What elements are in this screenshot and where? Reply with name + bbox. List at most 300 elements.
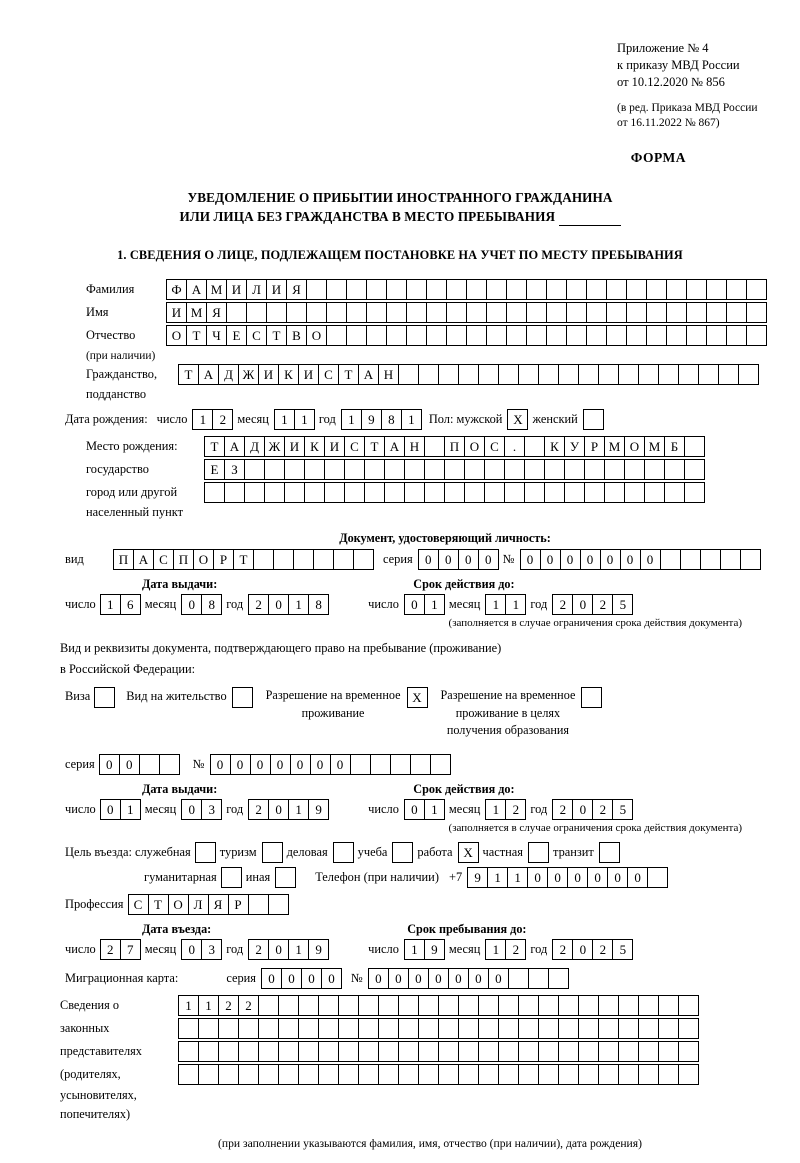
form-cell[interactable] — [526, 325, 547, 346]
form-cell[interactable] — [678, 1064, 699, 1085]
form-cell[interactable]: 0 — [404, 799, 425, 820]
form-cell[interactable]: Е — [226, 325, 247, 346]
doc-kind-cells[interactable] — [113, 549, 373, 570]
form-cell[interactable]: Я — [206, 302, 227, 323]
form-cell[interactable] — [426, 325, 447, 346]
form-cell[interactable] — [564, 459, 585, 480]
form-cell[interactable] — [586, 279, 607, 300]
form-cell[interactable] — [506, 325, 527, 346]
form-cell[interactable] — [204, 482, 225, 503]
form-cell[interactable] — [224, 482, 245, 503]
form-cell[interactable]: 1 — [487, 867, 508, 888]
form-cell[interactable]: 5 — [612, 594, 633, 615]
form-cell[interactable] — [678, 995, 699, 1016]
form-cell[interactable]: М — [644, 436, 665, 457]
form-cell[interactable]: Х — [407, 687, 428, 708]
form-cell[interactable] — [398, 995, 419, 1016]
form-cell[interactable] — [195, 842, 216, 863]
form-cell[interactable]: С — [484, 436, 505, 457]
edu-residence-checkbox[interactable] — [581, 687, 601, 708]
mcard-number-cells[interactable] — [368, 968, 568, 989]
form-cell[interactable] — [404, 482, 425, 503]
permit-valid-year-cells[interactable] — [552, 799, 632, 820]
form-cell[interactable]: 0 — [640, 549, 661, 570]
form-cell[interactable] — [386, 325, 407, 346]
form-cell[interactable]: 0 — [572, 939, 593, 960]
visa-checkbox[interactable] — [94, 687, 114, 708]
form-cell[interactable] — [478, 1064, 499, 1085]
permit-issue-month-cells[interactable] — [181, 799, 221, 820]
form-cell[interactable]: 1 — [192, 409, 213, 430]
form-cell[interactable] — [318, 1018, 339, 1039]
form-cell[interactable]: 0 — [250, 754, 271, 775]
form-cell[interactable]: К — [544, 436, 565, 457]
entry-year-cells[interactable] — [248, 939, 328, 960]
form-cell[interactable]: 0 — [572, 799, 593, 820]
form-cell[interactable] — [684, 459, 705, 480]
form-cell[interactable]: К — [278, 364, 299, 385]
form-cell[interactable] — [726, 279, 747, 300]
form-cell[interactable]: 1 — [505, 594, 526, 615]
purpose-tourism-checkbox[interactable] — [262, 842, 282, 863]
form-cell[interactable]: Т — [266, 325, 287, 346]
form-cell[interactable] — [566, 279, 587, 300]
form-cell[interactable] — [426, 302, 447, 323]
form-cell[interactable] — [438, 995, 459, 1016]
form-cell[interactable]: А — [133, 549, 154, 570]
form-cell[interactable]: Р — [213, 549, 234, 570]
form-cell[interactable] — [253, 549, 274, 570]
form-cell[interactable] — [646, 279, 667, 300]
form-cell[interactable] — [424, 482, 445, 503]
form-cell[interactable]: 0 — [607, 867, 628, 888]
form-cell[interactable]: 1 — [120, 799, 141, 820]
form-cell[interactable] — [658, 1064, 679, 1085]
form-cell[interactable]: 2 — [552, 939, 573, 960]
form-cell[interactable] — [526, 302, 547, 323]
form-cell[interactable]: 0 — [270, 754, 291, 775]
form-cell[interactable] — [218, 1041, 239, 1062]
form-cell[interactable]: 0 — [567, 867, 588, 888]
form-cell[interactable] — [344, 459, 365, 480]
form-cell[interactable]: А — [198, 364, 219, 385]
form-cell[interactable]: 8 — [381, 409, 402, 430]
form-cell[interactable] — [458, 1018, 479, 1039]
form-cell[interactable] — [626, 302, 647, 323]
form-cell[interactable] — [578, 1064, 599, 1085]
form-cell[interactable]: 0 — [560, 549, 581, 570]
form-cell[interactable] — [306, 279, 327, 300]
form-cell[interactable] — [544, 459, 565, 480]
form-cell[interactable]: Р — [228, 894, 249, 915]
form-cell[interactable] — [726, 325, 747, 346]
form-cell[interactable] — [364, 459, 385, 480]
form-cell[interactable] — [244, 482, 265, 503]
form-cell[interactable] — [221, 867, 242, 888]
form-cell[interactable] — [583, 409, 604, 430]
form-cell[interactable] — [478, 995, 499, 1016]
form-cell[interactable] — [284, 459, 305, 480]
form-cell[interactable]: 0 — [268, 594, 289, 615]
form-cell[interactable] — [273, 549, 294, 570]
form-cell[interactable]: 0 — [572, 594, 593, 615]
form-cell[interactable] — [581, 687, 602, 708]
form-cell[interactable] — [358, 1041, 379, 1062]
form-cell[interactable]: 2 — [552, 594, 573, 615]
form-cell[interactable] — [418, 1018, 439, 1039]
form-cell[interactable]: И — [324, 436, 345, 457]
form-cell[interactable] — [384, 482, 405, 503]
form-cell[interactable] — [606, 325, 627, 346]
form-cell[interactable]: Т — [364, 436, 385, 457]
form-cell[interactable] — [338, 1018, 359, 1039]
form-cell[interactable] — [686, 279, 707, 300]
form-cell[interactable] — [666, 325, 687, 346]
form-cell[interactable] — [406, 302, 427, 323]
form-cell[interactable] — [538, 995, 559, 1016]
form-cell[interactable]: 0 — [281, 968, 302, 989]
form-cell[interactable]: 9 — [308, 939, 329, 960]
form-cell[interactable] — [262, 842, 283, 863]
form-cell[interactable]: 1 — [485, 594, 506, 615]
form-cell[interactable] — [324, 459, 345, 480]
form-cell[interactable]: 1 — [294, 409, 315, 430]
temp-residence-checkbox[interactable] — [407, 687, 427, 708]
form-cell[interactable] — [244, 459, 265, 480]
form-cell[interactable]: 9 — [361, 409, 382, 430]
form-cell[interactable]: 0 — [620, 549, 641, 570]
form-cell[interactable] — [546, 302, 567, 323]
form-cell[interactable]: М — [206, 279, 227, 300]
form-cell[interactable]: О — [464, 436, 485, 457]
form-cell[interactable] — [598, 995, 619, 1016]
reps-cells-1[interactable] — [178, 995, 698, 1016]
form-cell[interactable] — [706, 302, 727, 323]
form-cell[interactable] — [258, 1041, 279, 1062]
form-cell[interactable]: 0 — [388, 968, 409, 989]
form-cell[interactable] — [398, 364, 419, 385]
form-cell[interactable] — [353, 549, 374, 570]
form-cell[interactable] — [746, 325, 767, 346]
doc-valid-year-cells[interactable] — [552, 594, 632, 615]
form-cell[interactable] — [398, 1041, 419, 1062]
form-cell[interactable] — [718, 364, 739, 385]
form-cell[interactable] — [298, 1064, 319, 1085]
form-cell[interactable]: И — [298, 364, 319, 385]
form-cell[interactable] — [658, 364, 679, 385]
form-cell[interactable] — [466, 302, 487, 323]
form-cell[interactable] — [558, 1041, 579, 1062]
form-cell[interactable]: С — [128, 894, 149, 915]
doc-number-cells[interactable] — [520, 549, 760, 570]
form-cell[interactable] — [232, 687, 253, 708]
form-cell[interactable] — [658, 1018, 679, 1039]
form-cell[interactable] — [664, 459, 685, 480]
birthplace-line-1[interactable] — [204, 436, 704, 457]
form-cell[interactable]: П — [173, 549, 194, 570]
form-cell[interactable]: 2 — [505, 939, 526, 960]
form-cell[interactable] — [370, 754, 391, 775]
form-cell[interactable] — [618, 1018, 639, 1039]
stay-year-cells[interactable] — [552, 939, 632, 960]
stay-month-cells[interactable] — [485, 939, 525, 960]
form-cell[interactable] — [358, 995, 379, 1016]
form-cell[interactable] — [384, 459, 405, 480]
form-cell[interactable] — [198, 1041, 219, 1062]
form-cell[interactable]: Л — [188, 894, 209, 915]
form-cell[interactable]: 1 — [341, 409, 362, 430]
form-cell[interactable] — [498, 364, 519, 385]
form-cell[interactable] — [660, 549, 681, 570]
doc-valid-day-cells[interactable] — [404, 594, 444, 615]
form-cell[interactable]: 0 — [520, 549, 541, 570]
form-cell[interactable]: О — [624, 436, 645, 457]
form-cell[interactable]: 2 — [212, 409, 233, 430]
form-cell[interactable] — [246, 302, 267, 323]
form-cell[interactable]: 7 — [120, 939, 141, 960]
form-cell[interactable]: Ж — [238, 364, 259, 385]
form-cell[interactable]: 2 — [552, 799, 573, 820]
form-cell[interactable] — [466, 279, 487, 300]
form-cell[interactable] — [538, 1064, 559, 1085]
form-cell[interactable] — [740, 549, 761, 570]
form-cell[interactable]: 2 — [248, 939, 269, 960]
form-cell[interactable] — [618, 1064, 639, 1085]
form-cell[interactable] — [626, 325, 647, 346]
residence-permit-checkbox[interactable] — [232, 687, 252, 708]
form-cell[interactable] — [686, 325, 707, 346]
purpose-study-checkbox[interactable] — [392, 842, 412, 863]
form-cell[interactable]: 0 — [230, 754, 251, 775]
form-cell[interactable] — [584, 482, 605, 503]
form-cell[interactable] — [498, 995, 519, 1016]
form-cell[interactable] — [266, 302, 287, 323]
form-cell[interactable]: Я — [208, 894, 229, 915]
form-cell[interactable] — [333, 549, 354, 570]
form-cell[interactable] — [313, 549, 334, 570]
form-cell[interactable]: Т — [148, 894, 169, 915]
form-cell[interactable]: Х — [507, 409, 528, 430]
form-cell[interactable] — [178, 1018, 199, 1039]
form-cell[interactable]: . — [504, 436, 525, 457]
form-cell[interactable] — [624, 482, 645, 503]
form-cell[interactable] — [604, 459, 625, 480]
form-cell[interactable]: 0 — [600, 549, 621, 570]
form-cell[interactable] — [578, 364, 599, 385]
form-cell[interactable] — [548, 968, 569, 989]
form-cell[interactable] — [658, 995, 679, 1016]
doc-issue-day-cells[interactable] — [100, 594, 140, 615]
form-cell[interactable] — [598, 1041, 619, 1062]
form-cell[interactable] — [418, 364, 439, 385]
form-cell[interactable] — [306, 302, 327, 323]
form-cell[interactable]: 1 — [274, 409, 295, 430]
form-cell[interactable] — [268, 894, 289, 915]
reps-cells-2[interactable] — [178, 1018, 698, 1039]
form-cell[interactable] — [238, 1018, 259, 1039]
form-cell[interactable] — [618, 364, 639, 385]
form-cell[interactable] — [518, 364, 539, 385]
form-cell[interactable]: И — [258, 364, 279, 385]
form-cell[interactable] — [578, 1018, 599, 1039]
form-cell[interactable] — [159, 754, 180, 775]
form-cell[interactable] — [528, 968, 549, 989]
form-cell[interactable] — [638, 1018, 659, 1039]
form-cell[interactable]: 9 — [467, 867, 488, 888]
form-cell[interactable] — [364, 482, 385, 503]
form-cell[interactable]: 1 — [198, 995, 219, 1016]
form-cell[interactable]: 1 — [401, 409, 422, 430]
form-cell[interactable] — [686, 302, 707, 323]
form-cell[interactable]: 0 — [488, 968, 509, 989]
form-cell[interactable]: П — [444, 436, 465, 457]
sex-female-checkbox[interactable] — [583, 409, 603, 430]
form-cell[interactable] — [444, 482, 465, 503]
form-cell[interactable] — [318, 1041, 339, 1062]
form-cell[interactable]: 2 — [248, 594, 269, 615]
form-cell[interactable]: 0 — [330, 754, 351, 775]
form-cell[interactable]: 1 — [404, 939, 425, 960]
form-cell[interactable]: 1 — [178, 995, 199, 1016]
form-cell[interactable]: 1 — [485, 799, 506, 820]
form-cell[interactable] — [344, 482, 365, 503]
form-cell[interactable] — [586, 325, 607, 346]
form-cell[interactable] — [558, 995, 579, 1016]
form-cell[interactable] — [678, 364, 699, 385]
form-cell[interactable] — [626, 279, 647, 300]
form-cell[interactable]: 1 — [100, 594, 121, 615]
form-cell[interactable] — [386, 279, 407, 300]
form-cell[interactable] — [598, 1018, 619, 1039]
form-cell[interactable] — [706, 325, 727, 346]
form-cell[interactable] — [378, 1041, 399, 1062]
form-cell[interactable] — [438, 1064, 459, 1085]
form-cell[interactable] — [646, 302, 667, 323]
form-cell[interactable] — [338, 995, 359, 1016]
purpose-business-checkbox[interactable] — [333, 842, 353, 863]
form-cell[interactable] — [366, 302, 387, 323]
form-cell[interactable] — [524, 436, 545, 457]
form-cell[interactable] — [446, 279, 467, 300]
form-cell[interactable] — [446, 302, 467, 323]
citizenship-cells[interactable] — [178, 364, 758, 385]
form-cell[interactable]: Л — [246, 279, 267, 300]
form-cell[interactable] — [258, 995, 279, 1016]
form-cell[interactable] — [418, 1064, 439, 1085]
form-cell[interactable] — [464, 482, 485, 503]
form-cell[interactable] — [680, 549, 701, 570]
form-cell[interactable] — [275, 867, 296, 888]
form-cell[interactable] — [218, 1018, 239, 1039]
form-cell[interactable]: 0 — [478, 549, 499, 570]
form-cell[interactable] — [586, 302, 607, 323]
form-cell[interactable]: И — [284, 436, 305, 457]
form-cell[interactable] — [526, 279, 547, 300]
form-cell[interactable]: 2 — [505, 799, 526, 820]
form-cell[interactable] — [378, 1018, 399, 1039]
form-cell[interactable] — [506, 279, 527, 300]
form-cell[interactable] — [678, 1041, 699, 1062]
form-cell[interactable]: У — [564, 436, 585, 457]
mcard-series-cells[interactable] — [261, 968, 341, 989]
form-cell[interactable]: 0 — [458, 549, 479, 570]
form-cell[interactable]: 0 — [468, 968, 489, 989]
form-cell[interactable]: 0 — [428, 968, 449, 989]
form-cell[interactable]: 0 — [527, 867, 548, 888]
form-cell[interactable]: 3 — [201, 939, 222, 960]
form-cell[interactable] — [284, 482, 305, 503]
form-cell[interactable]: Н — [404, 436, 425, 457]
form-cell[interactable] — [484, 459, 505, 480]
form-cell[interactable]: С — [153, 549, 174, 570]
form-cell[interactable]: Т — [186, 325, 207, 346]
form-cell[interactable]: 0 — [368, 968, 389, 989]
form-cell[interactable] — [558, 1018, 579, 1039]
form-cell[interactable] — [458, 1064, 479, 1085]
form-cell[interactable] — [418, 995, 439, 1016]
name-cells[interactable] — [166, 302, 766, 323]
form-cell[interactable]: Т — [204, 436, 225, 457]
form-cell[interactable]: О — [168, 894, 189, 915]
form-cell[interactable] — [298, 1018, 319, 1039]
form-cell[interactable] — [478, 1018, 499, 1039]
form-cell[interactable] — [486, 325, 507, 346]
form-cell[interactable] — [378, 1064, 399, 1085]
entry-month-cells[interactable] — [181, 939, 221, 960]
form-cell[interactable] — [538, 1018, 559, 1039]
form-cell[interactable] — [346, 279, 367, 300]
form-cell[interactable] — [566, 302, 587, 323]
form-cell[interactable] — [278, 1018, 299, 1039]
form-cell[interactable] — [390, 754, 411, 775]
doc-valid-month-cells[interactable] — [485, 594, 525, 615]
form-cell[interactable] — [720, 549, 741, 570]
form-cell[interactable]: 1 — [288, 594, 309, 615]
form-cell[interactable]: 1 — [507, 867, 528, 888]
form-cell[interactable] — [646, 325, 667, 346]
permit-valid-day-cells[interactable] — [404, 799, 444, 820]
form-cell[interactable]: О — [193, 549, 214, 570]
form-cell[interactable]: 8 — [308, 594, 329, 615]
form-cell[interactable] — [238, 1041, 259, 1062]
form-cell[interactable]: 0 — [448, 968, 469, 989]
form-cell[interactable] — [504, 459, 525, 480]
form-cell[interactable]: И — [226, 279, 247, 300]
form-cell[interactable] — [392, 842, 413, 863]
form-cell[interactable] — [198, 1018, 219, 1039]
form-cell[interactable]: К — [304, 436, 325, 457]
form-cell[interactable] — [198, 1064, 219, 1085]
form-cell[interactable]: А — [224, 436, 245, 457]
form-cell[interactable]: 0 — [587, 867, 608, 888]
form-cell[interactable] — [139, 754, 160, 775]
form-cell[interactable] — [238, 1064, 259, 1085]
form-cell[interactable]: 0 — [181, 799, 202, 820]
form-cell[interactable]: Ч — [206, 325, 227, 346]
purpose-service-checkbox[interactable] — [195, 842, 215, 863]
form-cell[interactable]: 1 — [485, 939, 506, 960]
form-cell[interactable] — [738, 364, 759, 385]
form-cell[interactable] — [638, 1041, 659, 1062]
form-cell[interactable] — [366, 325, 387, 346]
surname-cells[interactable] — [166, 279, 766, 300]
form-cell[interactable] — [700, 549, 721, 570]
birth-year-cells[interactable] — [341, 409, 421, 430]
form-cell[interactable] — [498, 1018, 519, 1039]
form-cell[interactable] — [218, 1064, 239, 1085]
form-cell[interactable] — [644, 459, 665, 480]
form-cell[interactable] — [584, 459, 605, 480]
